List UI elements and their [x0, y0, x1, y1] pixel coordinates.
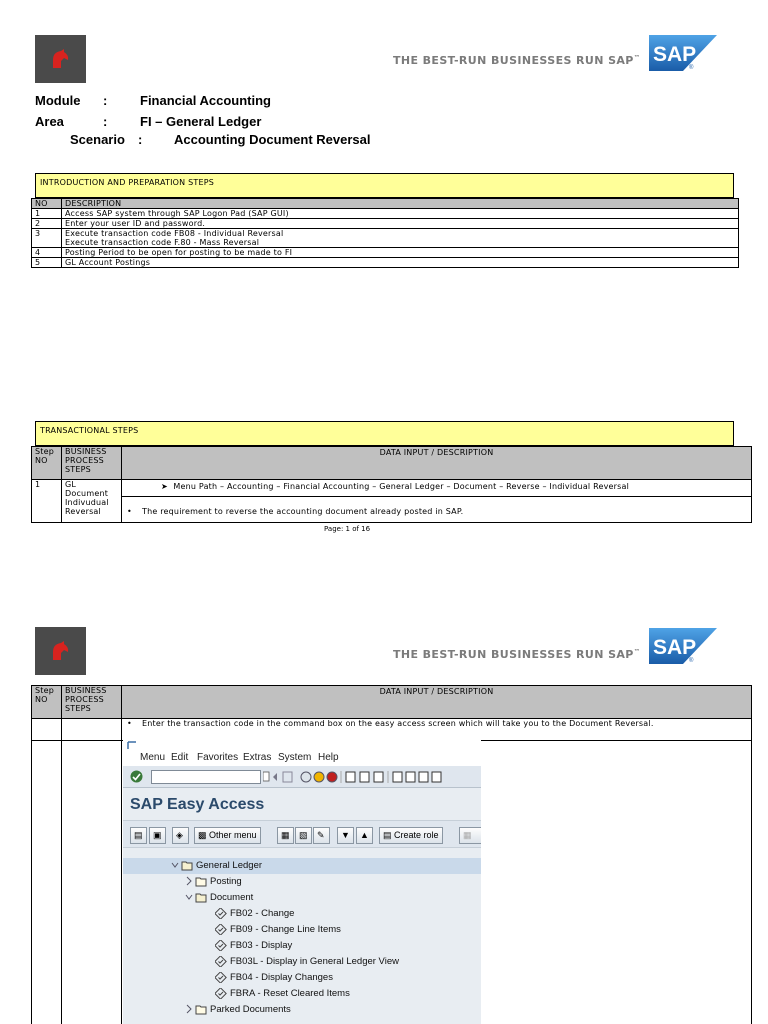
col-data-input: DATA INPUT / DESCRIPTION	[122, 686, 752, 719]
row-business-process: GL Document Indivudual Reversal	[62, 480, 122, 523]
sap-logo-page2	[649, 628, 717, 664]
col-step-no: Step NO	[32, 686, 62, 719]
row-desc: GL Account Postings	[62, 258, 739, 268]
other-menu-button[interactable]: ▩ Other menu	[194, 827, 261, 844]
row-desc: Enter your user ID and password.	[62, 219, 739, 229]
transactional-section-title: TRANSACTIONAL STEPS	[35, 421, 734, 446]
col-step-no: Step NO	[32, 447, 62, 480]
svg-text:SAP: SAP	[653, 43, 697, 66]
menu-help[interactable]: Help	[318, 752, 339, 763]
move-down-icon[interactable]: ▼	[337, 827, 354, 844]
area-sep: :	[103, 114, 108, 129]
tree-item-label: Parked Documents	[210, 1004, 291, 1015]
row-desc	[62, 229, 739, 248]
folder-open-icon	[185, 892, 210, 903]
enter-check-icon[interactable]	[130, 770, 143, 783]
company-logo-page2	[35, 627, 86, 675]
row-no: 2	[32, 219, 62, 229]
tree-item[interactable]	[185, 1002, 291, 1018]
menu-menu[interactable]: Menu	[140, 752, 166, 763]
intro-section-title: INTRODUCTION AND PREPARATION STEPS	[35, 173, 734, 198]
table-row	[32, 480, 752, 523]
sap-screen-title: SAP Easy Access	[130, 796, 265, 813]
tree-item-label: FB03 - Display	[230, 940, 293, 951]
sap-menubar	[123, 740, 481, 766]
area-value: FI – General Ledger	[140, 114, 262, 129]
tree-item[interactable]	[185, 874, 242, 890]
transaction-icon	[215, 924, 230, 935]
row-no: 1	[32, 209, 62, 219]
company-logo	[35, 35, 86, 83]
intro-header-row	[32, 199, 739, 209]
folder-closed-icon	[185, 1004, 210, 1015]
col-business-process: BUSINESS PROCESS STEPS	[62, 686, 122, 719]
tree-item[interactable]	[215, 970, 333, 986]
favorites-icon[interactable]: ▤	[130, 827, 147, 844]
sap-command-bar	[123, 766, 481, 788]
tree-item-label: FB04 - Display Changes	[230, 972, 333, 983]
folder-open-icon	[171, 860, 196, 871]
edit-pencil-icon[interactable]: ✎	[313, 827, 330, 844]
tree-item[interactable]	[215, 954, 399, 970]
tree-item-label: FB03L - Display in General Ledger View	[230, 956, 399, 967]
transaction-icon	[215, 940, 230, 951]
menu-extras[interactable]: Extras	[243, 752, 272, 763]
sap-menu-icon[interactable]: ◈	[172, 827, 189, 844]
command-field[interactable]	[151, 770, 261, 784]
table-row	[32, 258, 739, 268]
module-value: Financial Accounting	[140, 93, 271, 108]
tagline-page2: THE BEST-RUN BUSINESSES RUN SAP™	[393, 648, 641, 661]
tree-item-label: FB02 - Change	[230, 908, 295, 919]
row-no: 3	[32, 229, 62, 248]
page2-header-row	[32, 686, 752, 719]
sap-window-icon	[127, 741, 139, 751]
intro-table	[31, 198, 739, 268]
row-data-input	[122, 480, 752, 523]
row-step-no: 1	[32, 480, 62, 523]
tree-item-label: Posting	[210, 876, 242, 887]
add-favorite-icon[interactable]: ▦	[277, 827, 294, 844]
col-no: NO	[32, 199, 62, 209]
tree-item[interactable]	[215, 922, 341, 938]
create-role-button[interactable]: ▤ Create role	[379, 827, 443, 844]
menu-system[interactable]: System	[278, 752, 312, 763]
transaction-icon	[215, 988, 230, 999]
module-label: Module	[35, 93, 81, 108]
tree-item-label: Document	[210, 892, 254, 903]
tree-item[interactable]	[215, 906, 294, 922]
sap-application-toolbar	[123, 820, 481, 848]
scenario-value: Accounting Document Reversal	[174, 132, 371, 147]
folder-closed-icon	[185, 876, 210, 887]
svg-text:®: ®	[689, 65, 694, 71]
svg-text:SAP: SAP	[653, 636, 697, 659]
table-row	[32, 719, 752, 741]
col-data-input: DATA INPUT / DESCRIPTION	[122, 447, 752, 480]
transaction-icon	[215, 956, 230, 967]
trans-header-row	[32, 447, 752, 480]
scenario-label: Scenario	[70, 132, 125, 147]
table-row	[32, 219, 739, 229]
row-desc-line1: Execute transaction code FB08 - Individual Reversal	[65, 229, 284, 238]
tree-item[interactable]	[215, 986, 350, 1002]
row-desc: Posting Period to be open for posting to be made to FI	[62, 248, 739, 258]
menu-path: ➤ Menu Path – Accounting – Financial Accounting – General Ledger – Document – Reverse – Individual Reversal	[161, 482, 630, 491]
tree-item[interactable]	[215, 938, 292, 954]
horse-head-icon	[49, 640, 71, 662]
transactional-table	[31, 446, 752, 523]
tagline: THE BEST-RUN BUSINESSES RUN SAP™	[393, 54, 641, 67]
instruction: • Enter the transaction code in the command box on the easy access screen which will take you to the Document Reversal.	[122, 719, 752, 741]
page-number: Page: 1 of 16	[324, 525, 371, 533]
table-row	[32, 248, 739, 258]
change-favorite-icon[interactable]: ▧	[295, 827, 312, 844]
tree-item[interactable]	[171, 858, 262, 874]
move-up-icon[interactable]: ▲	[356, 827, 373, 844]
col-description: DESCRIPTION	[62, 199, 739, 209]
transaction-icon	[215, 972, 230, 983]
row-desc: Access SAP system through SAP Logon Pad (SAP GUI)	[62, 209, 739, 219]
transaction-icon	[215, 908, 230, 919]
requirement-note: • The requirement to reverse the accounting document already posted in SAP.	[122, 496, 751, 516]
module-sep: :	[103, 93, 108, 108]
svg-text:®: ®	[689, 658, 694, 664]
area-label: Area	[35, 114, 64, 129]
row-no: 5	[32, 258, 62, 268]
row-no: 4	[32, 248, 62, 258]
tree-item[interactable]	[185, 890, 253, 906]
standard-toolbar-icons[interactable]	[263, 770, 478, 784]
table-row	[32, 229, 739, 248]
assign-users-button[interactable]: ▦	[459, 827, 481, 844]
scenario-sep: :	[138, 132, 143, 147]
sap-logo	[649, 35, 717, 71]
horse-head-icon	[49, 48, 71, 70]
menu-edit[interactable]: Edit	[171, 752, 189, 763]
tree-item-label: FBRA - Reset Cleared Items	[230, 988, 350, 999]
row-desc-line2: Execute transaction code F.80 - Mass Reversal	[65, 238, 260, 247]
col-business-process: BUSINESS PROCESS STEPS	[62, 447, 122, 480]
table-row	[32, 209, 739, 219]
tree-item-label: General Ledger	[196, 860, 263, 871]
menu-favorites[interactable]: Favorites	[197, 752, 239, 763]
sap-easy-access-screenshot	[123, 740, 481, 1024]
user-menu-icon[interactable]: ▣	[149, 827, 166, 844]
tree-item-label: FB09 - Change Line Items	[230, 924, 341, 935]
